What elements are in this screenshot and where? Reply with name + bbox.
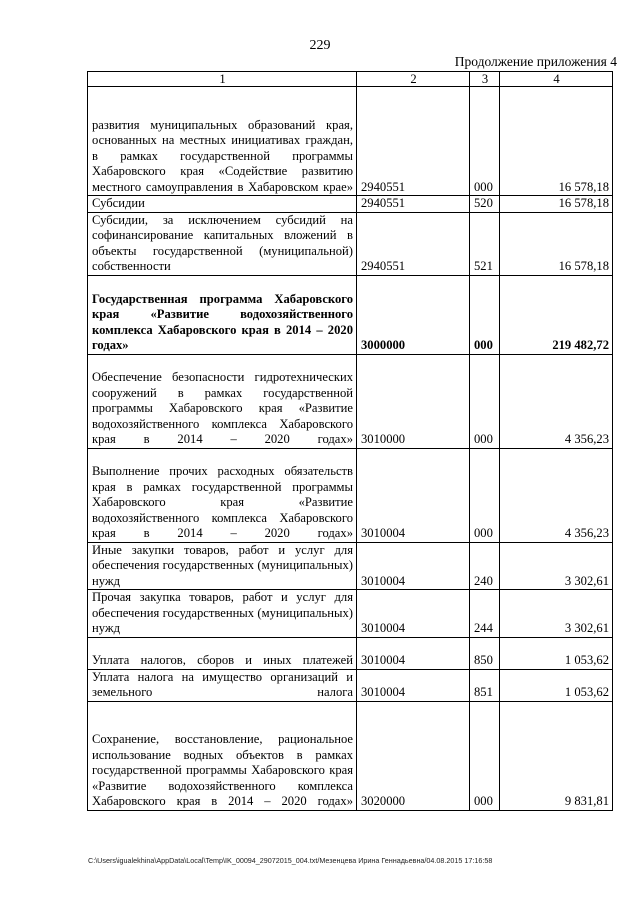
row-kind: 240	[470, 542, 500, 590]
row-code: 3010000	[357, 354, 470, 448]
row-amount: 16 578,18	[500, 196, 613, 213]
table-row	[88, 637, 613, 669]
page-number: 229	[309, 38, 331, 53]
header-cell: 4	[500, 72, 613, 87]
table-row	[88, 590, 613, 638]
row-kind: 000	[470, 448, 500, 542]
table-row	[88, 196, 613, 213]
row-amount: 3 302,61	[500, 542, 613, 590]
row-kind: 244	[470, 590, 500, 638]
table-header-row	[88, 72, 613, 87]
header-cell: 3	[470, 72, 500, 87]
footer-file-path: C:\Users\igualekhina\AppData\Local\Temp\IK_00094_29072015_004.txt/Мезенцева Ирина Геннадьевна/04.08.2015 17:16:58	[88, 856, 493, 865]
row-name: Прочая закупка товаров, работ и услуг для обеспечения государственных (муниципальных) нужд	[88, 590, 357, 638]
row-name: Уплата налогов, сборов и иных платежей	[88, 637, 357, 669]
row-amount: 4 356,23	[500, 448, 613, 542]
row-name: Субсидии	[88, 196, 357, 213]
table-row	[88, 669, 613, 701]
row-name: Сохранение, восстановление, рациональное использование водных объектов в рамках государственной программы Хабаровского края «Развитие водохозяйственного комплекса Хабаровского края в 2014 – 2020 годах»	[88, 701, 357, 810]
row-kind: 000	[470, 275, 500, 354]
row-name: Выполнение прочих расходных обязательств края в рамках государственной программы Хабаровского края «Развитие водохозяйственного комплекса Хабаровского края в 2014 – 2020 годах»	[88, 448, 357, 542]
row-code: 3000000	[357, 275, 470, 354]
row-name: Иные закупки товаров, работ и услуг для обеспечения государственных (муниципальных) нужд	[88, 542, 357, 590]
row-kind: 000	[470, 701, 500, 810]
row-amount: 1 053,62	[500, 637, 613, 669]
row-amount: 9 831,81	[500, 701, 613, 810]
appendix-table	[87, 71, 613, 811]
row-kind: 000	[470, 354, 500, 448]
row-name: Субсидии, за исключением субсидий на софинансирование капитальных вложений в объекты государственной (муниципальной) собственности	[88, 212, 357, 275]
row-amount: 3 302,61	[500, 590, 613, 638]
row-kind: 000	[470, 87, 500, 196]
row-kind: 851	[470, 669, 500, 701]
table-row	[88, 701, 613, 810]
row-code: 3010004	[357, 542, 470, 590]
header-cell: 2	[357, 72, 470, 87]
row-amount: 1 053,62	[500, 669, 613, 701]
row-amount: 16 578,18	[500, 87, 613, 196]
row-name: Уплата налога на имущество организаций и земельного налога	[88, 669, 357, 701]
row-code: 2940551	[357, 87, 470, 196]
row-amount: 16 578,18	[500, 212, 613, 275]
row-name: Государственная программа Хабаровского края «Развитие водохозяйственного комплекса Хабаровского края в 2014 – 2020 годах»	[88, 275, 357, 354]
row-name: Обеспечение безопасности гидротехнических сооружений в рамках государственной программы Хабаровского края «Развитие водохозяйственного комплекса Хабаровского края в 2014 – 2020 годах»	[88, 354, 357, 448]
row-name: развития муниципальных образований края, основанных на местных инициативах граждан, в рамках государственной программы Хабаровского края «Содействие развитию местного самоуправления в Хабаровском крае»	[88, 87, 357, 196]
row-code: 2940551	[357, 212, 470, 275]
row-code: 3010004	[357, 590, 470, 638]
row-code: 3010004	[357, 637, 470, 669]
continuation-label: Продолжение приложения 4	[454, 54, 617, 69]
table-row	[88, 354, 613, 448]
table-row	[88, 275, 613, 354]
row-kind: 521	[470, 212, 500, 275]
row-kind: 520	[470, 196, 500, 213]
table-row	[88, 87, 613, 196]
row-amount: 219 482,72	[500, 275, 613, 354]
row-amount: 4 356,23	[500, 354, 613, 448]
row-kind: 850	[470, 637, 500, 669]
row-code: 3020000	[357, 701, 470, 810]
table-row	[88, 542, 613, 590]
row-code: 3010004	[357, 669, 470, 701]
table-row	[88, 212, 613, 275]
row-code: 2940551	[357, 196, 470, 213]
header-cell: 1	[88, 72, 357, 87]
row-code: 3010004	[357, 448, 470, 542]
table-row	[88, 448, 613, 542]
